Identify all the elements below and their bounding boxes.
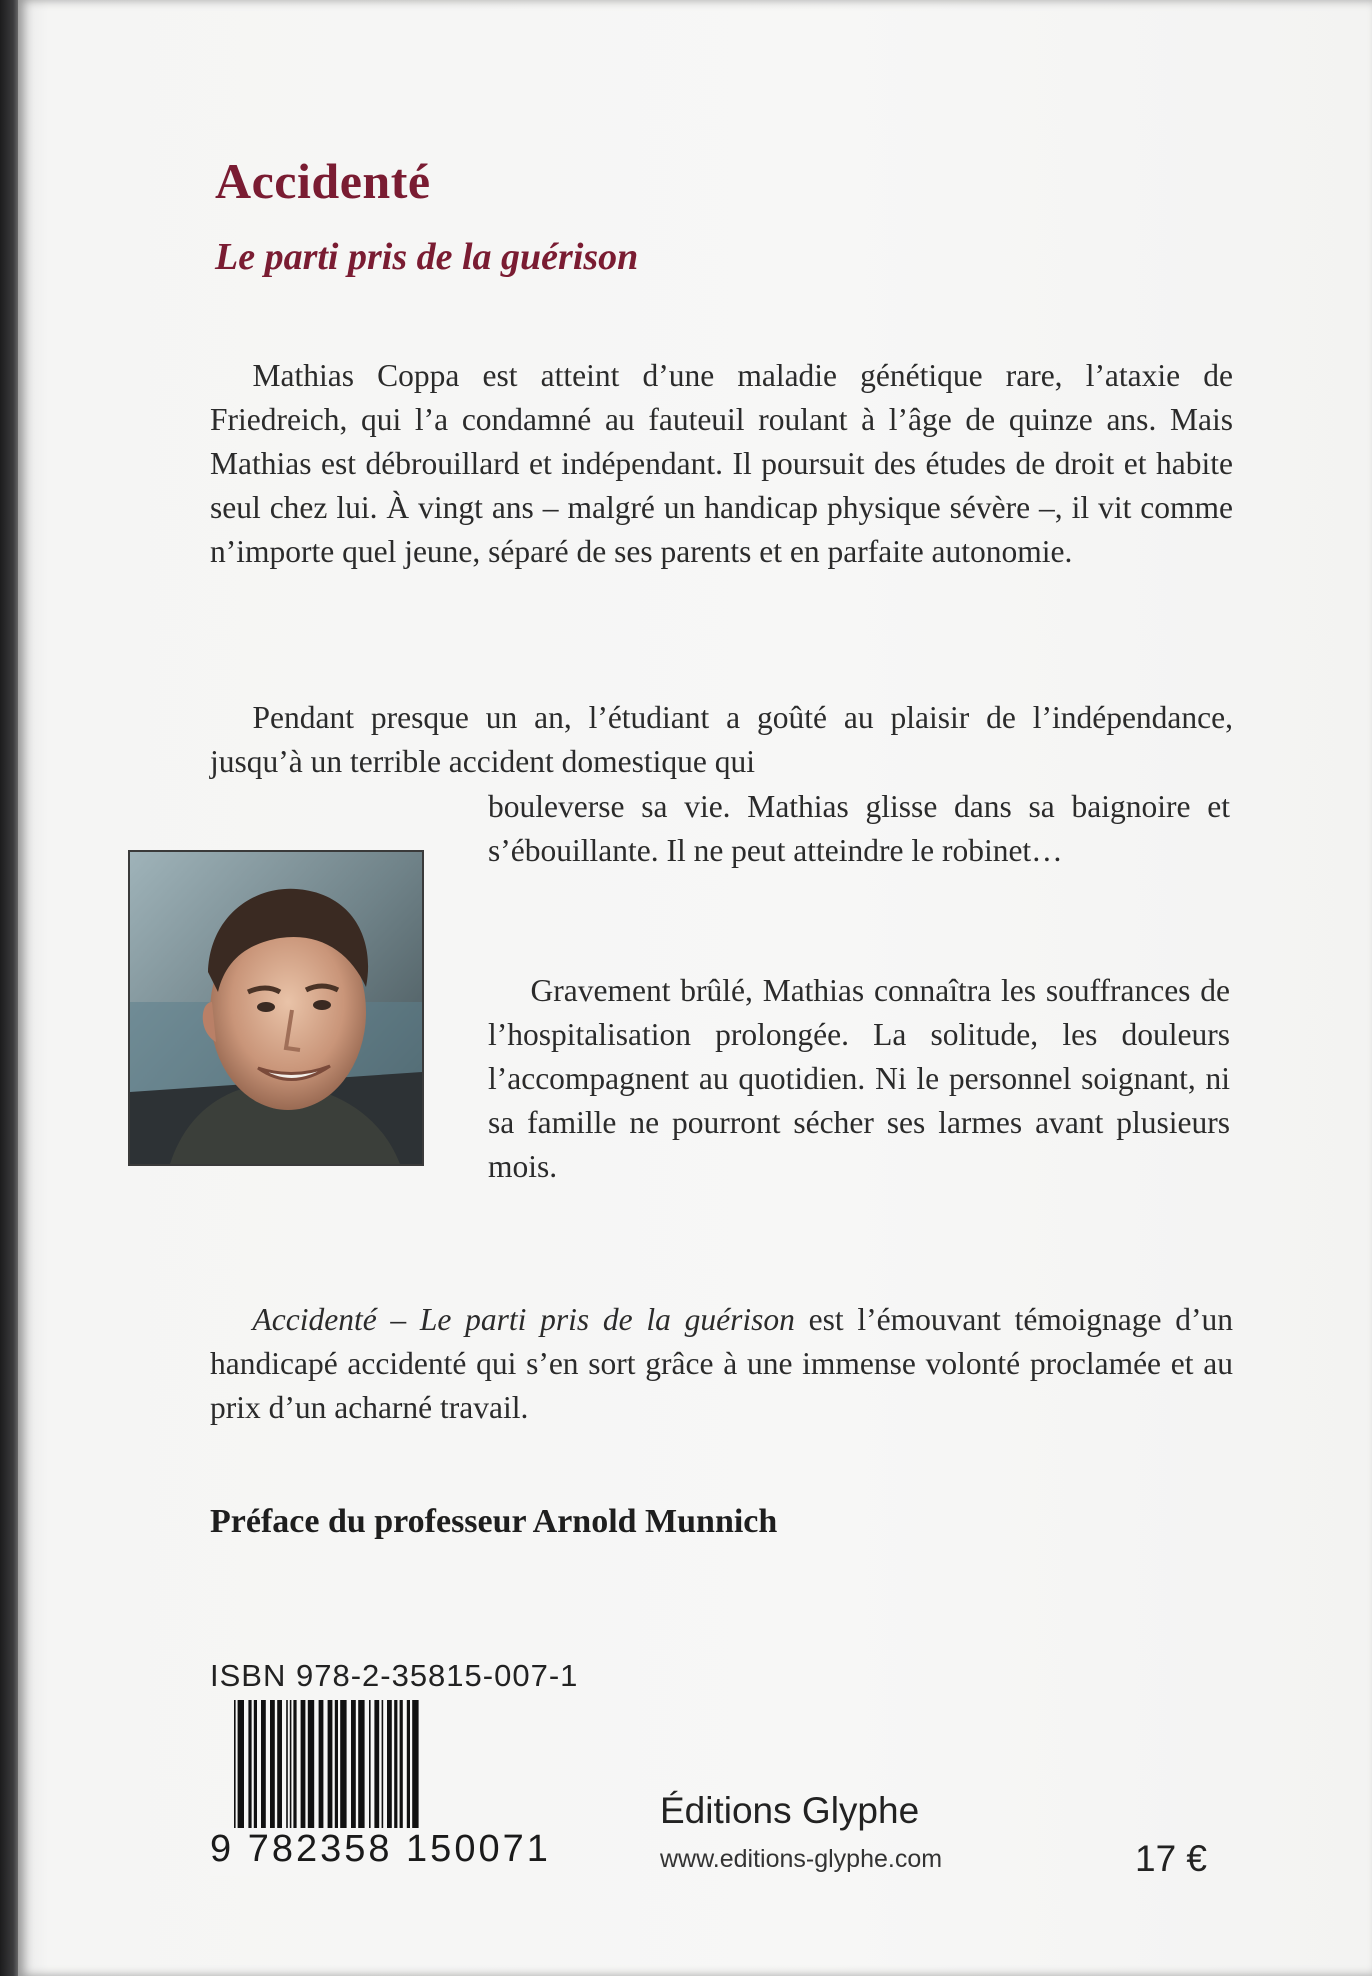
book-subtitle: Le parti pris de la guérison xyxy=(215,236,639,278)
author-photo xyxy=(128,850,424,1166)
blurb-paragraph-1: Mathias Coppa est atteint d’une maladie génétique rare, l’ataxie de Friedreich, qui l’a condamné au fauteuil roulant à l’âge de quinze ans. Mais Mathias est débrouillard et indépendant. Il poursuit des études de droit et habite seul chez lui. À vingt ans – malgré un handicap physique sévère –, il vit comme n’importe quel jeune, séparé de ses parents et en parfaite autonomie. xyxy=(210,358,1233,569)
blurb-paragraph-3: Gravement brûlé, Mathias connaîtra les souffrances de l’hospitalisation prolongée. La solitude, les douleurs l’accompagnent au quotidien. Ni le personnel soignant, ni sa famille ne pourront sécher ses larmes avant plusieurs mois. xyxy=(488,973,1230,1184)
publisher-website: www.editions-glyphe.com xyxy=(660,1845,943,1873)
isbn-label: ISBN 978-2-35815-007-1 xyxy=(210,1658,579,1693)
blurb-paragraph-2-bottom: bouleverse sa vie. Mathias glisse dans sa baignoire et s’ébouillante. Il ne peut atteindre le robinet… xyxy=(488,789,1230,868)
blurb-book-reference: Accidenté – Le parti pris de la guérison xyxy=(252,1302,795,1337)
book-title: Accidenté xyxy=(215,153,431,209)
price-label: 17 € xyxy=(1135,1838,1208,1879)
blurb-paragraph-4 xyxy=(210,1298,1233,1430)
barcode-number: 9 782358 150071 xyxy=(210,1828,562,1876)
blurb-paragraph-2-top: Pendant presque un an, l’étudiant a goûté au plaisir de l’indépendance, jusqu’à un terrible accident domestique qui xyxy=(210,700,1233,779)
preface-credit: Préface du professeur Arnold Munnich xyxy=(210,1503,778,1540)
publisher-name: Éditions Glyphe xyxy=(660,1790,920,1831)
blurb-paragraph-4-text: est l’émouvant témoignage d’un handicapé accidenté qui s’en sort grâce à une immense volonté proclamée et au prix d’un acharné travail. xyxy=(210,1302,1233,1425)
